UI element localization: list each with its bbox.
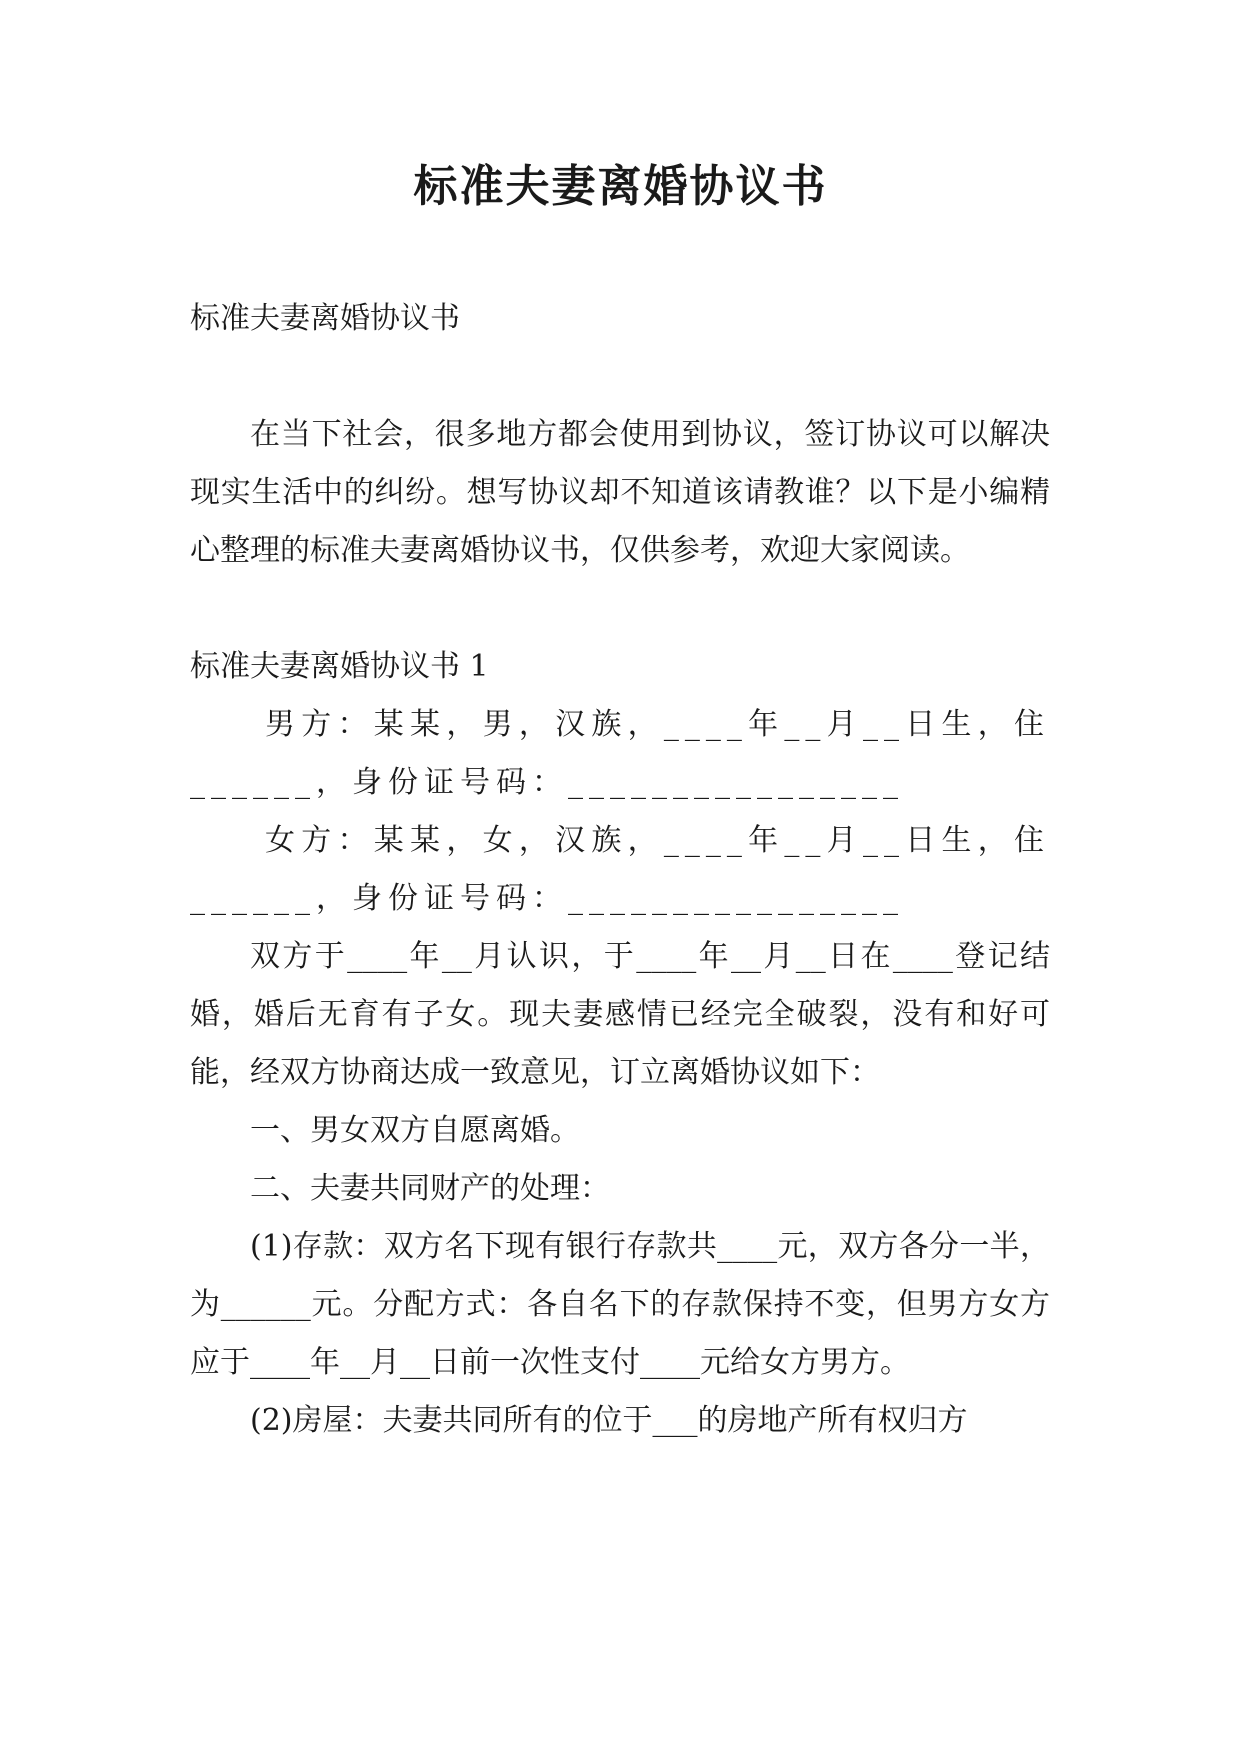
clause-1: 一、男女双方自愿离婚。: [250, 1113, 580, 1148]
female-party-paragraph: 女方：某某，女，汉族，____年__月__日生，住______，身份证号码：________________: [190, 823, 1050, 916]
section-title: 标准夫妻离婚协议书 1: [190, 649, 489, 684]
clause-2: 二、夫妻共同财产的处理：: [250, 1171, 610, 1206]
marriage-background-paragraph: 双方于____年__月认识，于____年__月__日在____登记结婚，婚后无育有子女。现夫妻感情已经完全破裂，没有和好可能，经双方协商达成一致意见，订立离婚协议如下：: [190, 939, 1050, 1090]
document-body: [190, 290, 1050, 1450]
intro-paragraph: 在当下社会，很多地方都会使用到协议，签订协议可以解决现实生活中的纠纷。想写协议却不知道该请教谁？以下是小编精心整理的标准夫妻离婚协议书，仅供参考，欢迎大家阅读。: [190, 417, 1050, 568]
male-party-paragraph: 男方：某某，男，汉族，____年__月__日生，住______，身份证号码：________________: [190, 707, 1050, 800]
document-title: 标准夫妻离婚协议书: [413, 161, 828, 212]
clause-2-house: (2)房屋：夫妻共同所有的位于___的房地产所有权归方: [250, 1403, 968, 1438]
clause-2-savings: (1)存款：双方名下现有银行存款共____元，双方各分一半，为______元。分配方式：各自名下的存款保持不变，但男方女方应于____年__月__日前一次性支付____元给女方男方。: [190, 1229, 1050, 1380]
document-subtitle: 标准夫妻离婚协议书: [190, 301, 460, 336]
